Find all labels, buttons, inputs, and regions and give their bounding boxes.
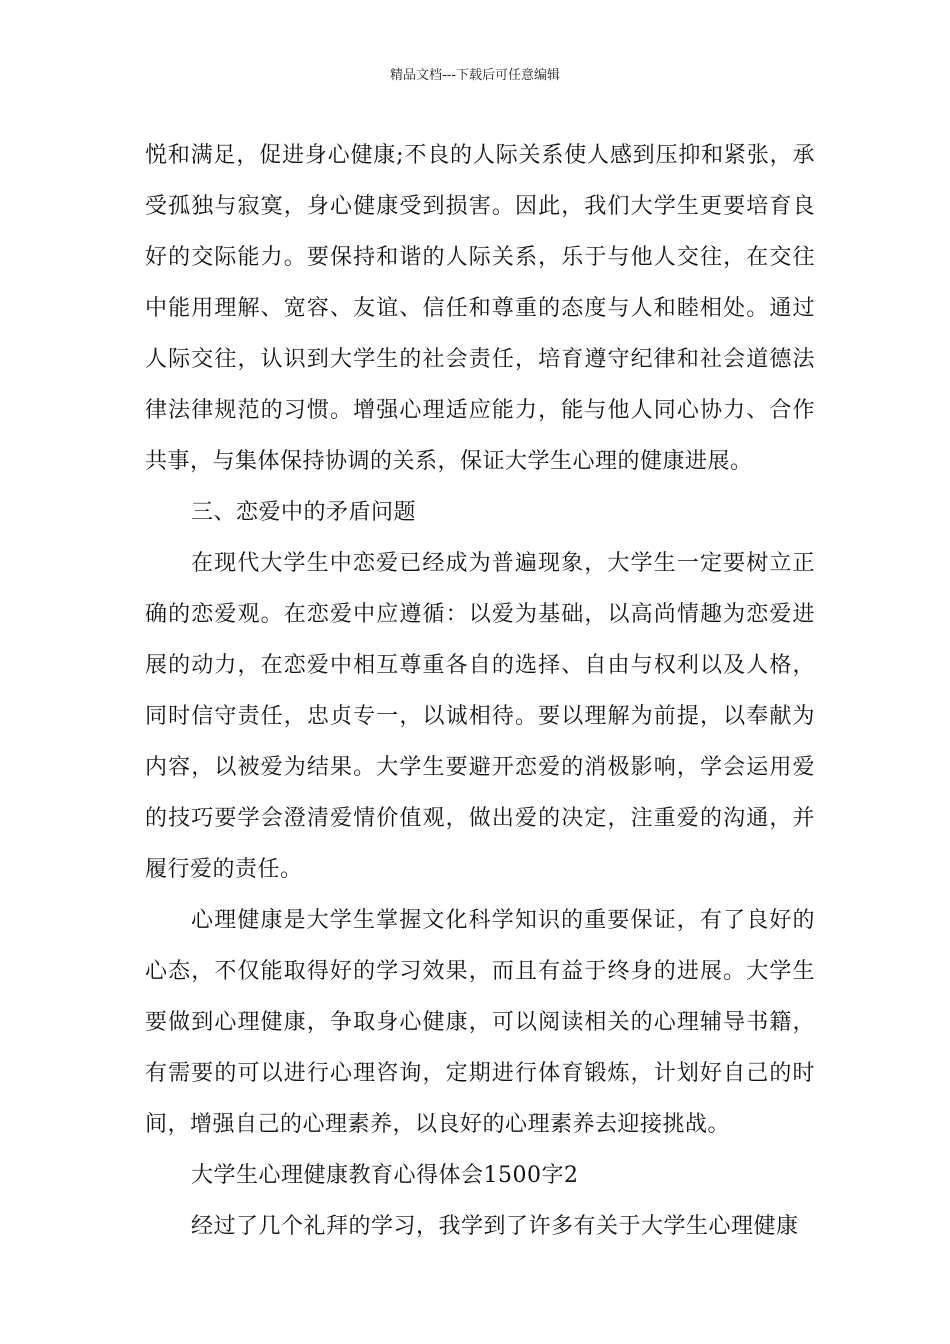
section-heading-love: 三、恋爱中的矛盾问题 — [191, 500, 417, 525]
paragraph-interpersonal: 悦和满足，促进身心健康;不良的人际关系使人感到压抑和紧张，承受孤独与寂寞，身心健康受到损害。因此，我们大学生更要培育良好的交际能力。要保持和谐的人际关系，乐于与他人交往，在交往中能用理解、宽容、友谊、信任和尊重的态度与人和睦相处。通过人际交往，认识到大学生的社会责任，培育遵守纪律和社会道德法律法律规范的习惯。增强心理适应能力，能与他人同心协力、合作共事，与集体保持协调的关系，保证大学生心理的健康进展。 — [145, 143, 815, 474]
essay-title-2: 大学生心理健康教育心得体会1500字2 — [191, 1163, 579, 1188]
paragraph-love: 在现代大学生中恋爱已经成为普遍现象，大学生一定要树立正确的恋爱观。在恋爱中应遵循：以爱为基础，以高尚情趣为恋爱进展的动力，在恋爱中相互尊重各自的选择、自由与权利以及人格，同时信守责任，忠贞专一，以诚相待。要以理解为前提，以奉献为内容，以被爱为结果。大学生要避开恋爱的消极影响，学会运用爱的技巧要学会澄清爱情价值观，做出爱的决定，注重爱的沟通，并履行爱的责任。 — [145, 551, 815, 882]
paragraph-essay-2-start: 经过了几个礼拜的学习，我学到了许多有关于大学生心理健康 — [191, 1214, 799, 1239]
document-body — [145, 130, 815, 1252]
page-header: 精品文档---下载后可任意编辑 — [389, 68, 561, 83]
paragraph-mental-health: 心理健康是大学生掌握文化科学知识的重要保证，有了良好的心态，不仅能取得好的学习效果，而且有益于终身的进展。大学生要做到心理健康，争取身心健康，可以阅读相关的心理辅导书籍，有需要的可以进行心理咨询，定期进行体育锻炼，计划好自己的时间，增强自己的心理素养，以良好的心理素养去迎接挑战。 — [145, 908, 815, 1137]
